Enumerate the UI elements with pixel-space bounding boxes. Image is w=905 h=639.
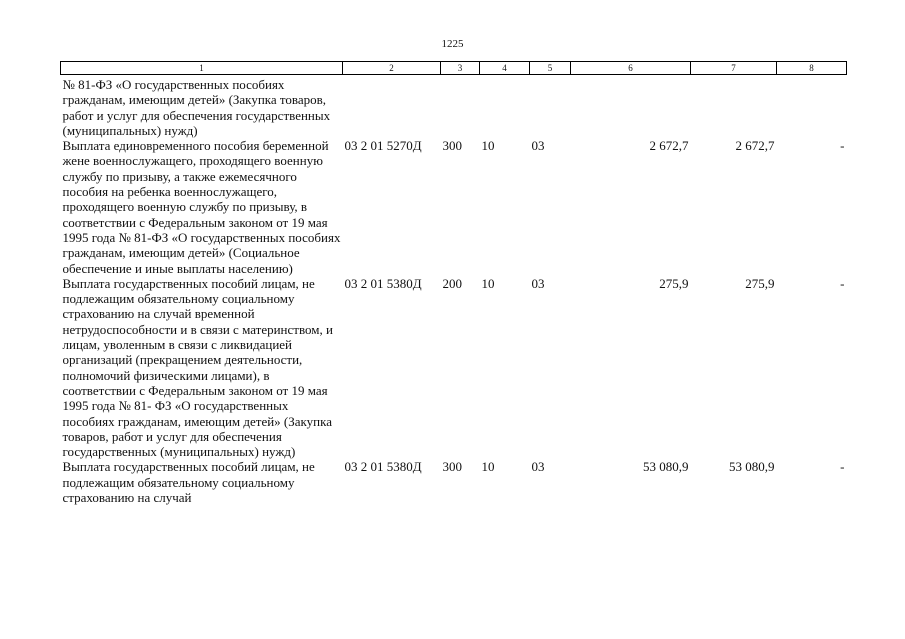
subsection: 03 [531,275,545,291]
expense-name: Выплата государственных пособий лицам, не подлежащим обязательному социальному страхованию на случай временной нетрудоспособности и в связи с материнством, и лицам, уволенным в связи с ликвидацией организаций (прекращением деятельности, полномочий физическими лицами), в соответствии с Федеральным законом от 19 мая 1995 года № 81- ФЗ «О государственных пособиях гражданам, имеющим детей» (Закупка товаров, работ и услуг для обеспечения государственных (муниципальных) нужд) [62,275,333,460]
target-article-code: 03 2 01 5380Д [344,275,422,291]
amount-col8: - [840,459,845,475]
amount-col7: 53 080,9 [729,459,775,475]
expense-type: 300 [442,459,462,475]
amount-col8 [777,75,847,139]
table-row [61,459,847,505]
amount-col8: - [840,138,845,154]
column-number: 6 [571,62,691,75]
expense-name: Выплата государственных пособий лицам, не подлежащим обязательному социальному страхованию на случай [62,459,315,506]
amount-col7 [691,75,777,139]
column-number: 8 [777,62,847,75]
amount-col7: 275,9 [745,275,775,291]
column-number: 5 [530,62,571,75]
target-article-code: 03 2 01 5380Д [344,459,422,475]
budget-table [60,61,847,505]
column-number: 1 [61,62,343,75]
table-row [61,276,847,460]
amount-col6 [571,75,691,139]
expense-type: 200 [442,275,462,291]
column-number: 2 [343,62,441,75]
amount-col6: 2 672,7 [649,138,689,154]
amount-col6: 275,9 [659,275,689,291]
table-row [61,138,847,276]
column-number: 3 [441,62,480,75]
expense-name: Выплата единовременного пособия беременной жене военнослужащего, проходящего военную службу по призыву, а также ежемесячного пособия на ребенка военнослужащего, проходящего военную службу по призыву, в соответствии с Федеральным законом от 19 мая 1995 года № 81-ФЗ «О государственных пособиях гражданам, имеющим детей» (Социальное обеспечение и иные выплаты населению) [62,138,341,276]
expense-type: 300 [442,138,462,154]
expense-name: № 81-ФЗ «О государственных пособиях гражданам, имеющим детей» (Закупка товаров, работ и услуг для обеспечения государственных (муниципальных) нужд) [62,77,331,138]
section: 10 [481,138,495,154]
section: 10 [481,459,495,475]
target-article-code [343,75,441,139]
subsection: 03 [531,459,545,475]
column-number-row [61,62,847,75]
amount-col6: 53 080,9 [643,459,689,475]
target-article-code: 03 2 01 5270Д [344,138,422,154]
amount-col7: 2 672,7 [735,138,775,154]
table-row [61,75,847,139]
column-number: 4 [480,62,530,75]
expense-type [441,75,480,139]
subsection: 03 [531,138,545,154]
amount-col8: - [840,275,845,291]
column-number: 7 [691,62,777,75]
section [480,75,530,139]
page-number: 1225 [441,38,464,50]
subsection [530,75,571,139]
section: 10 [481,275,495,291]
